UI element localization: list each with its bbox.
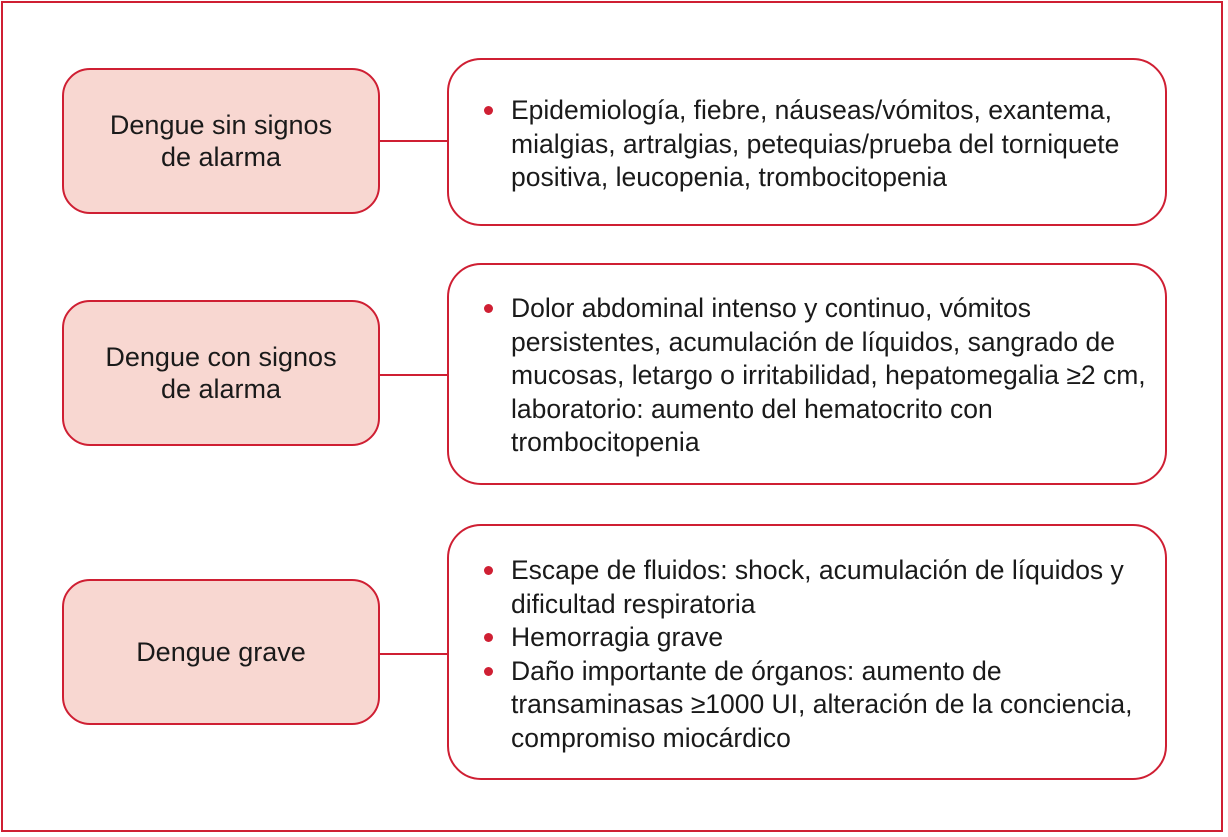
- detail-list-item: [481, 655, 1151, 756]
- detail-box-grave: [447, 524, 1167, 780]
- category-box-con-signos: [62, 300, 380, 446]
- category-box-sin-signos: [62, 68, 380, 214]
- category-box-grave: [62, 579, 380, 725]
- detail-text: Escape de fluidos: shock, acumulación de líquidos y dificultad respiratoria: [511, 555, 1124, 619]
- category-label: Dengue sin signos de alarma: [109, 110, 333, 172]
- bullet-icon: [484, 106, 493, 115]
- category-label: Dengue con signos de alarma: [105, 342, 337, 404]
- bullet-icon: [484, 566, 493, 575]
- detail-list-item: [481, 621, 1151, 655]
- connector-line: [380, 140, 447, 142]
- detail-list-item: [481, 292, 1151, 460]
- category-label: Dengue grave: [136, 637, 306, 667]
- connector-line: [380, 653, 447, 655]
- bullet-icon: [484, 667, 493, 676]
- detail-list: [481, 554, 1151, 755]
- detail-text: Dolor abdominal intenso y continuo, vómitos persistentes, acumulación de líquidos, sangrado de mucosas, letargo o irritabilidad, hepatomegalia ≥2 cm, laboratorio: aumento del hematocrito con trombocitopenia: [511, 293, 1146, 457]
- bullet-icon: [484, 304, 493, 313]
- detail-text: Hemorragia grave: [511, 622, 724, 652]
- detail-box-con-signos: [447, 263, 1167, 485]
- bullet-icon: [484, 633, 493, 642]
- connector-line: [380, 374, 447, 376]
- detail-list-item: [481, 94, 1151, 195]
- detail-text: Daño importante de órganos: aumento de transaminasas ≥1000 UI, alteración de la conciencia, compromiso miocárdico: [511, 655, 1133, 753]
- detail-list: [481, 292, 1151, 460]
- detail-text: Epidemiología, fiebre, náuseas/vómitos, exantema, mialgias, artralgias, petequias/prueba del torniquete positiva, leucopenia, trombocitopenia: [511, 95, 1120, 192]
- detail-box-sin-signos: [447, 58, 1167, 226]
- detail-list: [481, 94, 1151, 195]
- detail-list-item: [481, 554, 1151, 621]
